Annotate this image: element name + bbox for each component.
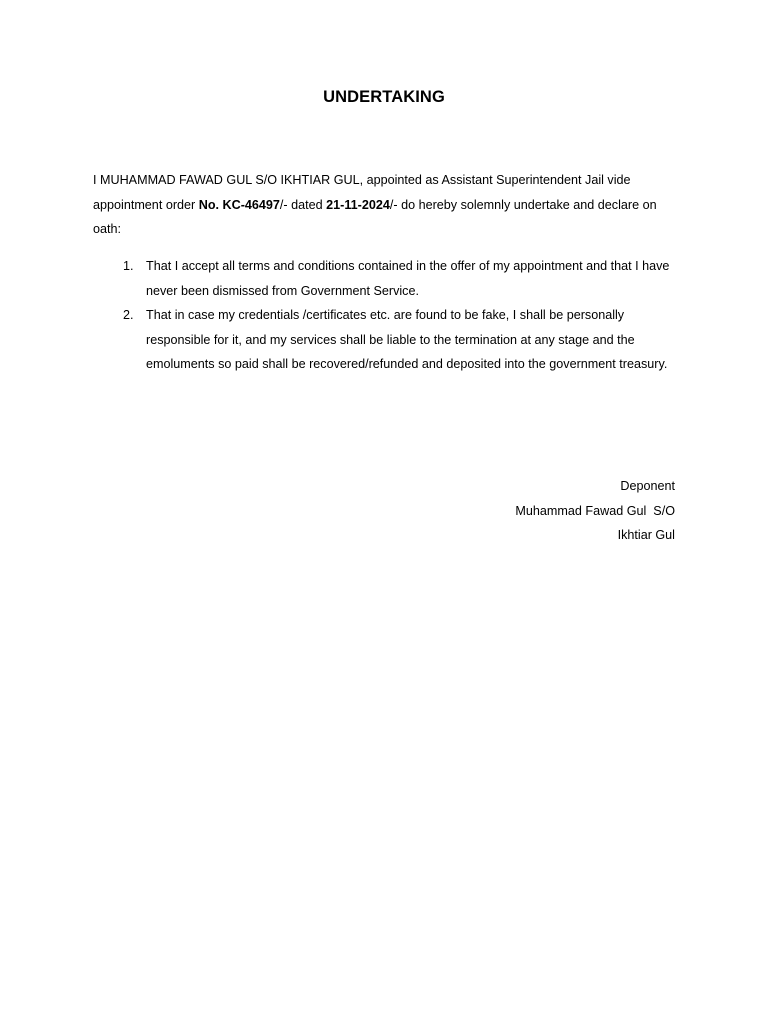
order-number: No. KC-46497 [198, 197, 280, 212]
signature-role: Deponent [620, 479, 675, 493]
clause-text: That I accept all terms and conditions contained in the offer of my appointment and that I have never been dismissed from Government Service. [146, 259, 670, 298]
signature-block [515, 474, 675, 548]
intro-text-part3: /- do hereby solemnly undertake and declare on oath: [93, 197, 657, 236]
clause-text: That in case my credentials /certificates etc. are found to be fake, I shall be personally responsible for it, and my services shall be liable to the termination at any stage and the emoluments so paid shall be recovered/refunded and deposited into the government treasury. [146, 308, 668, 371]
clause-item [93, 303, 678, 377]
intro-paragraph [93, 168, 678, 242]
order-date: 21-11-2024 [326, 197, 390, 212]
intro-text-part2: /- dated [279, 197, 327, 212]
intro-text-part1: I MUHAMMAD FAWAD GUL S/O IKHTIAR GUL, appointed as Assistant Superintendent Jail vide appointment order [93, 173, 631, 212]
signature-name: Muhammad Fawad Gul S/O [515, 503, 675, 518]
document-title: UNDERTAKING [323, 88, 445, 106]
clause-number: 2. [123, 308, 134, 322]
clause-item [93, 254, 678, 303]
signature-father-name: Ikhtiar Gul [617, 528, 675, 542]
clause-list [93, 254, 678, 377]
clause-number: 1. [123, 259, 134, 273]
